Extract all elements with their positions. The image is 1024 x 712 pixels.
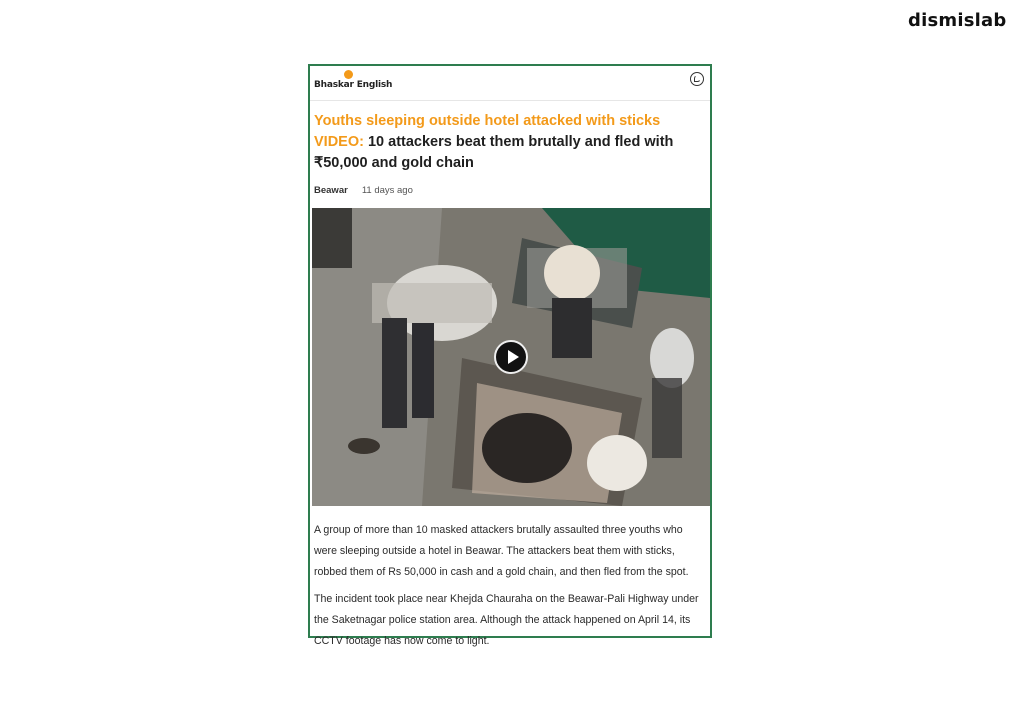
headline-accent: Youths sleeping outside hotel attacked with sticks VIDEO: <box>314 113 661 150</box>
paragraph: The incident took place near Khejda Chauraha on the Beawar-Pali Highway under the Saketnagar police station area. Although the attack happened on April 14, its CCTV footage has now come to light. <box>314 593 699 647</box>
video-player[interactable] <box>312 208 710 506</box>
timestamp: 11 days ago <box>361 185 413 196</box>
whatsapp-icon[interactable] <box>690 72 704 86</box>
site-logo[interactable] <box>314 80 392 90</box>
article-card <box>308 64 712 647</box>
article-headline[interactable] <box>314 111 706 174</box>
sun-icon <box>344 70 353 79</box>
site-header <box>310 66 710 101</box>
dismislab-logo: dismislab <box>908 10 1007 31</box>
location-label[interactable]: Beawar <box>314 185 348 196</box>
article-meta <box>314 185 706 196</box>
headline-rest: 10 attackers beat them brutally and fled with ₹50,000 and gold chain <box>314 134 674 171</box>
article-body <box>314 520 706 652</box>
paragraph: A group of more than 10 masked attackers brutally assaulted three youths who were sleeping outside a hotel in Beawar. The attackers beat them with sticks, robbed them of Rs 50,000 in cash and a gold chain, and then fled from the spot. <box>314 524 689 578</box>
site-logo-text: Bhaskar English <box>314 80 393 90</box>
play-icon[interactable] <box>494 340 528 374</box>
